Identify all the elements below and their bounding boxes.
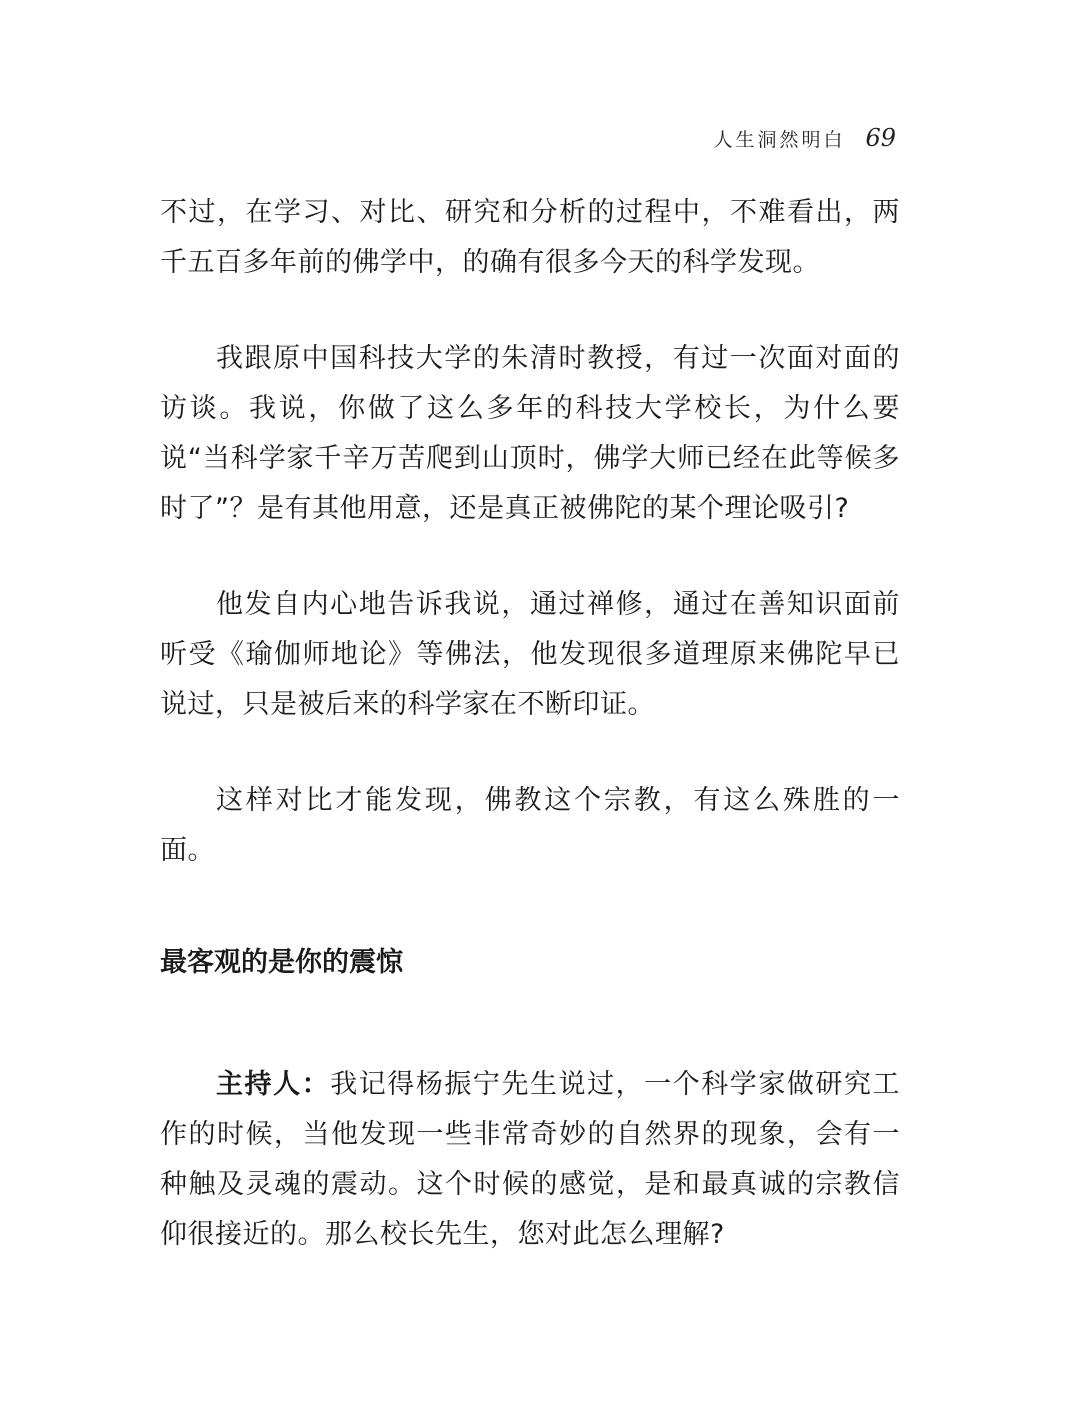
running-title: 人生洞然明白 <box>713 129 846 151</box>
dialogue-paragraph <box>160 1060 900 1260</box>
page-body <box>160 188 900 1260</box>
speaker-speech: 我记得杨振宁先生说过，一个科学家做研究工作的时候，当他发现一些非常奇妙的自然界的现象，会有一种触及灵魂的震动。这个时候的感觉，是和最真诚的宗教信仰很接近的。那么校长先生，您对此怎么理解? <box>160 1069 901 1250</box>
page-number: 69 <box>865 124 896 152</box>
running-header <box>713 124 896 152</box>
speaker-label: 主持人： <box>216 1069 331 1100</box>
paragraph-4: 这样对比才能发现，佛教这个宗教，有这么殊胜的一面。 <box>160 785 900 866</box>
paragraph-2: 我跟原中国科技大学的朱清时教授，有过一次面对面的访谈。我说，你做了这么多年的科技大学校长，为什么要说“当科学家千辛万苦爬到山顶时，佛学大师已经在此等候多时了”？是有其他用意，还是真正被佛陀的某个理论吸引? <box>160 343 900 524</box>
paragraph-1: 不过，在学习、对比、研究和分析的过程中，不难看出，两千五百多年前的佛学中，的确有很多今天的科学发现。 <box>160 197 900 278</box>
section-heading: 最客观的是你的震惊 <box>160 947 403 978</box>
paragraph-3: 他发自内心地告诉我说，通过禅修，通过在善知识面前听受《瑜伽师地论》等佛法，他发现很多道理原来佛陀早已说过，只是被后来的科学家在不断印证。 <box>160 589 900 720</box>
